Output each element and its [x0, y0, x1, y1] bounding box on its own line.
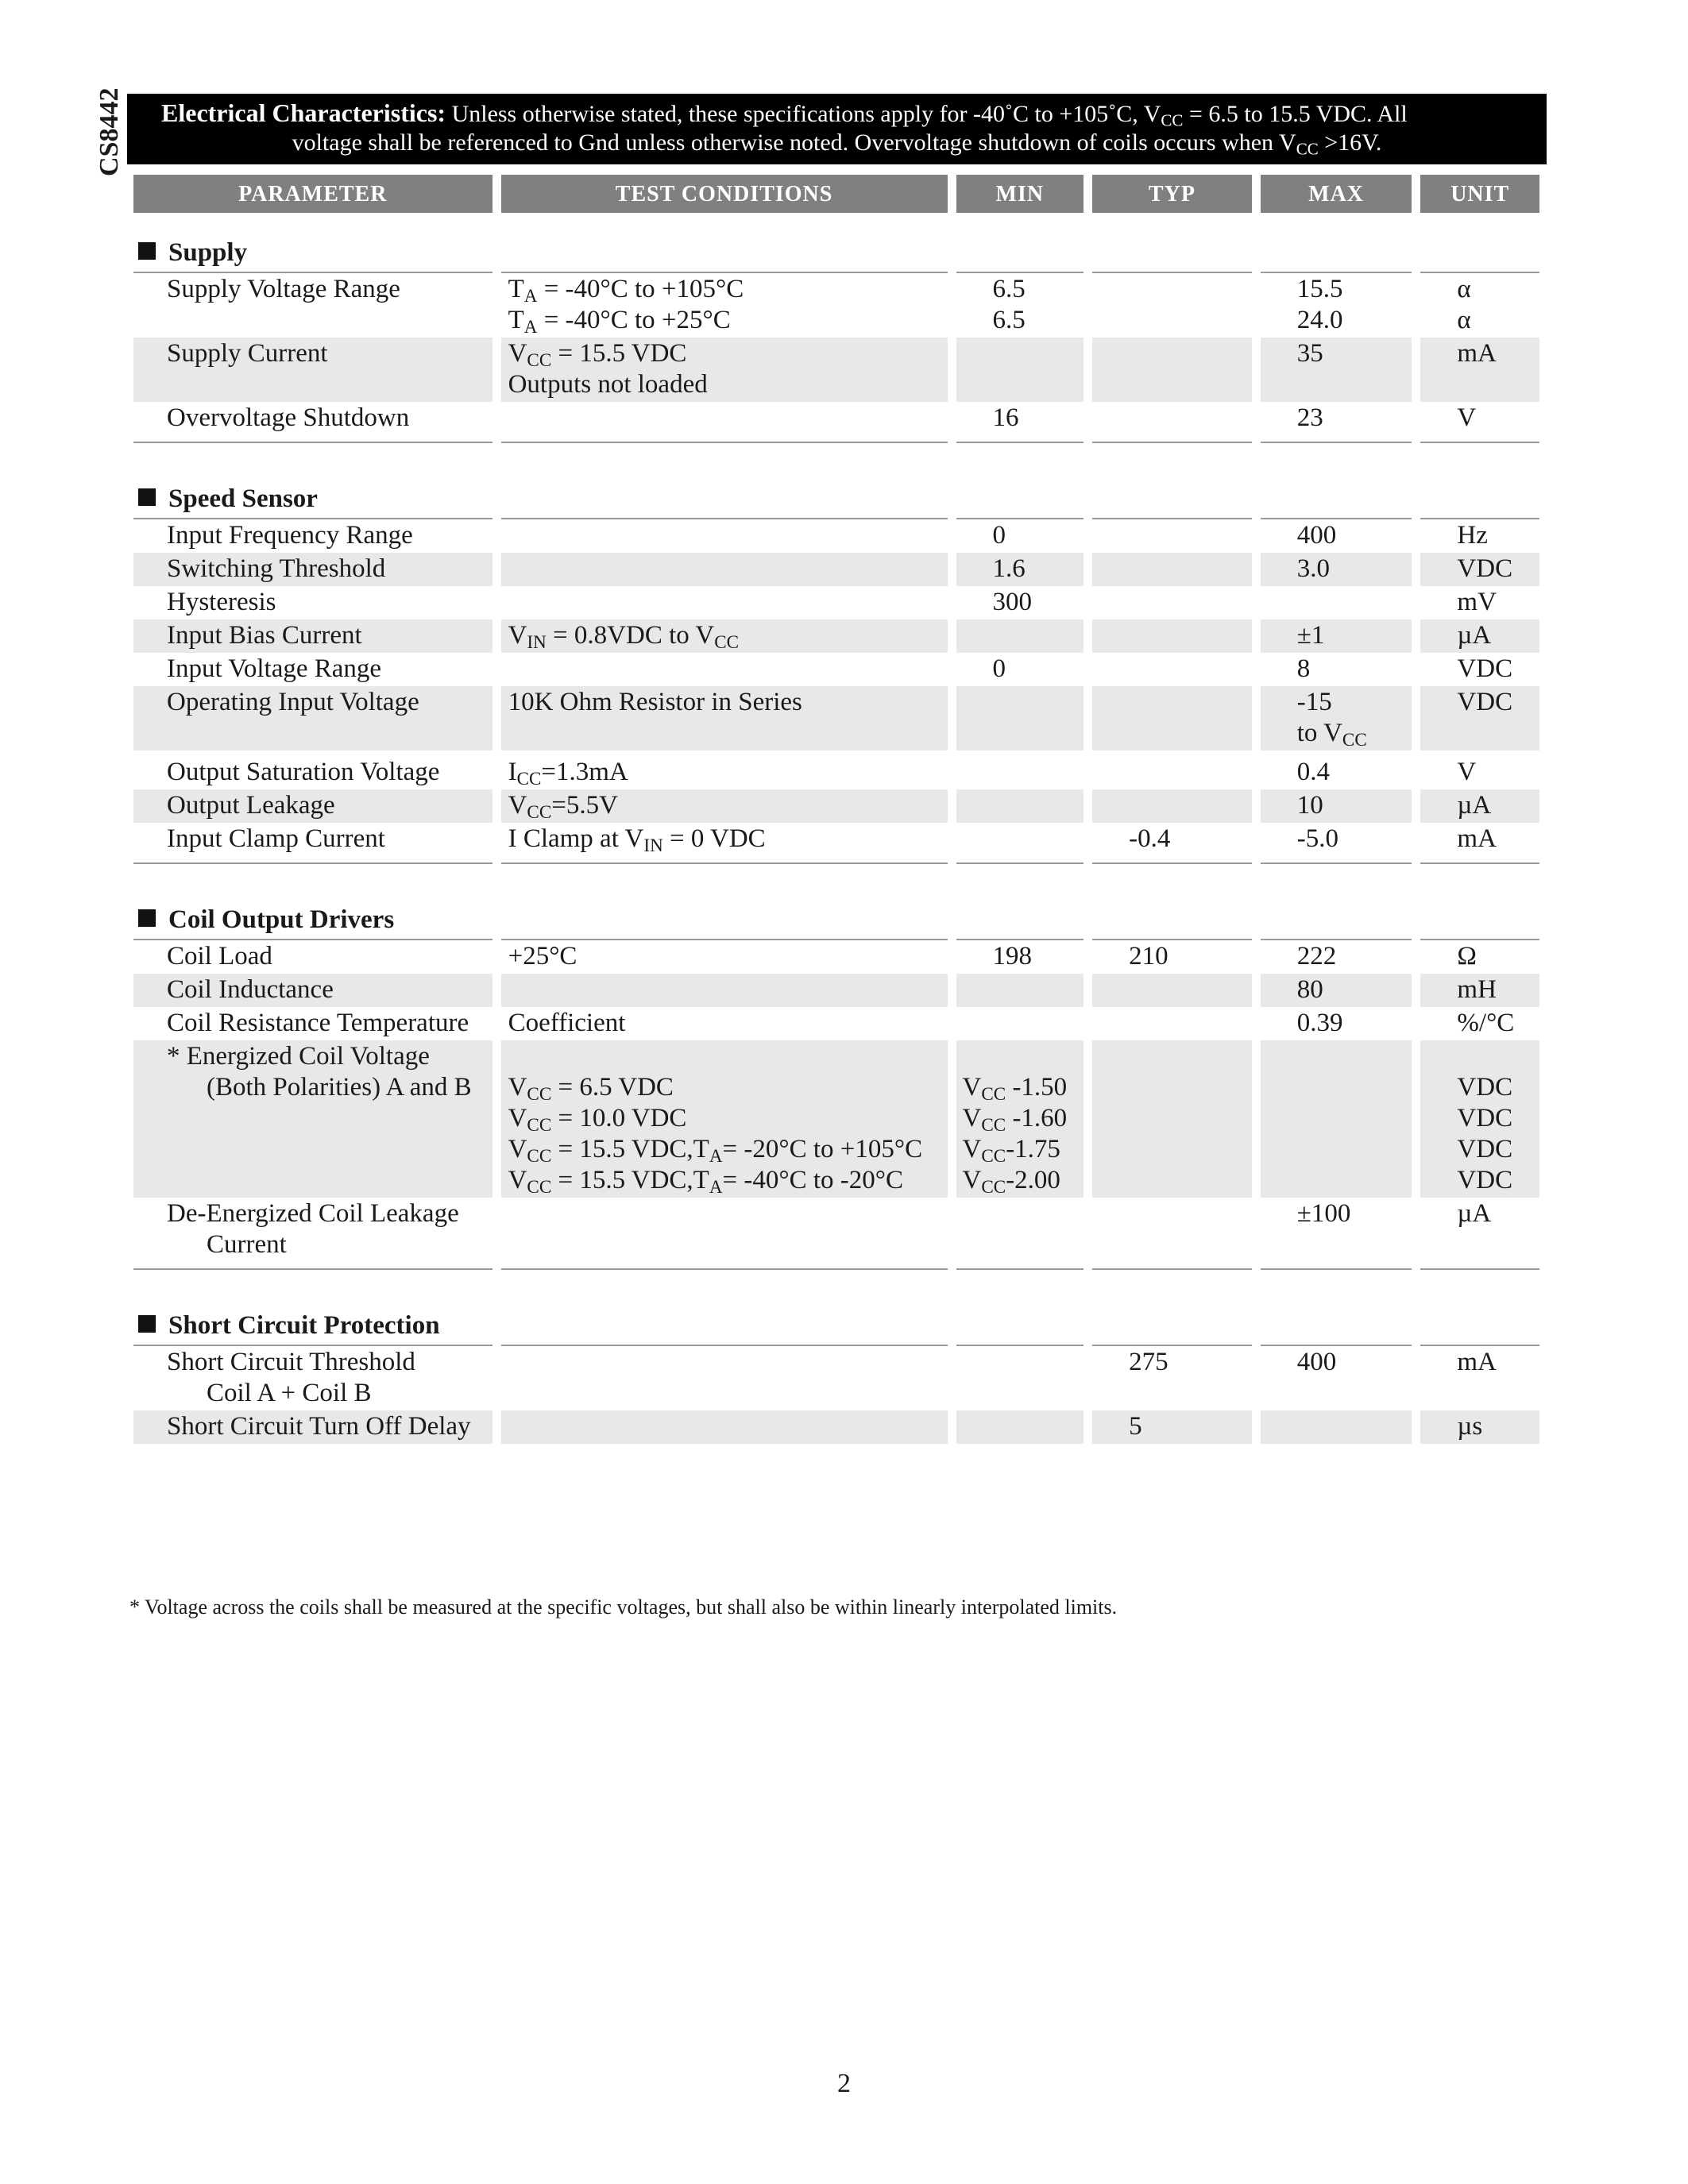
header-line-2: voltage shall be referenced to Gnd unless otherwise noted. Overvoltage shutdown of coils occurs when $V_{CC} >16V$. [292, 129, 1382, 159]
column-header-min: MIN [956, 175, 1084, 213]
page-number: 2 [837, 2069, 851, 2098]
column-header-typ: TYP [1092, 175, 1252, 213]
table-row: Input Clamp Current I Clamp at $V_{IN} = 0$ VDC -0.4 -5.0 mA [133, 823, 1539, 864]
section-title: Short Circuit Protection [168, 1311, 440, 1340]
header-title: Electrical Characteristics: [161, 98, 446, 127]
table-row: Coil Inductance 80 mH [133, 974, 1539, 1007]
column-header-unit: UNIT [1420, 175, 1539, 213]
section-short-circuit-protection [133, 1306, 1539, 1346]
table-row: Overvoltage Shutdown 16 23 V [133, 402, 1539, 443]
electrical-characteristics-table [125, 175, 1548, 1444]
section-title: Coil Output Drivers [168, 905, 395, 934]
table-row: Short Circuit Turn Off Delay 5 µs [133, 1410, 1539, 1444]
table-row: Operating Input Voltage 10K Ohm Resistor in Series -15 to $V_{CC}$ VDC [133, 686, 1539, 751]
table-row: Input Frequency Range 0 400 Hz [167, 521, 1488, 550]
electrical-characteristics-header [127, 94, 1547, 164]
header-line-1: Electrical Characteristics: Unless otherwise stated, these specifications apply for -40˚C to +105˚C, $V_{CC} = 6.5$ to 15.5 VDC. All [161, 98, 1408, 130]
table-header-row [133, 175, 1539, 213]
table-row: Hysteresis 300 mV [167, 588, 1497, 616]
table-row: Short Circuit Threshold Coil A + Coil B 275 400 mA [167, 1348, 1497, 1407]
table-row: Coil Resistance Temperature Coefficient 0.39 %/°C [167, 1009, 1515, 1037]
column-header-parameter: PARAMETER [133, 175, 492, 213]
table-row: Supply Voltage Range $T_A = -40^\circ C$ to +105°C $T_A = -40^\circ C$ to +25°C 6.5 6.5 15.5 24.0 α α [167, 275, 1471, 337]
column-header-max: MAX [1261, 175, 1412, 213]
table-row: Coil Load +25°C 198 210 222 Ω [167, 942, 1477, 970]
section-speed-sensor [133, 480, 1539, 519]
table-row: Input Bias Current $V_{IN} = 0.8VDC$ to $V_{CC}$ ±1 µA [133, 619, 1539, 653]
table-row: De-Energized Coil Leakage Current ±100 µA [133, 1198, 1539, 1270]
section-coil-output-drivers [133, 901, 1539, 940]
table-row: * Energized Coil Voltage (Both Polarities) A and B $V_{CC} = 6.5$ VDC $V_{CC} = 10.0$ VDC $V_{CC} = 15.5$ $VDC,T_A= -20^\circ C$ to +105°C $V_{CC} = 15.5$ $VDC,T_A= -40^\circ C$ to -20°C $V_{CC}$ -1.50 $V_{CC}$ -1.60 $V_{CC}-1.75$ $V_{CC}-2.00$ VDC VDC VDC VDC [133, 1040, 1539, 1198]
section-title: Speed Sensor [168, 484, 318, 513]
table-row: Output Leakage $V_{CC}=5.5V$ 10 µA [133, 789, 1539, 823]
bullet-square-icon [138, 1315, 156, 1333]
table-row: Input Voltage Range 0 8 VDC [167, 654, 1513, 683]
section-supply [133, 233, 1539, 273]
section-title: Supply [168, 238, 248, 267]
table-row: Output Saturation Voltage $I_{CC}=1.3mA$ 0.4 V [167, 758, 1477, 789]
table-row: Switching Threshold 1.6 3.0 VDC [133, 553, 1539, 586]
bullet-square-icon [138, 909, 156, 927]
bullet-square-icon [138, 488, 156, 506]
bullet-square-icon [138, 242, 156, 260]
column-header-test-conditions: TEST CONDITIONS [501, 175, 948, 213]
table-row: Supply Current $V_{CC} = 15.5$ VDC Outputs not loaded 35 mA [133, 338, 1539, 402]
footnote: * Voltage across the coils shall be measured at the specific voltages, but shall also be within linearly interpolated limits. [129, 1596, 1118, 1619]
part-number-side-label: CS8442 [95, 87, 124, 176]
